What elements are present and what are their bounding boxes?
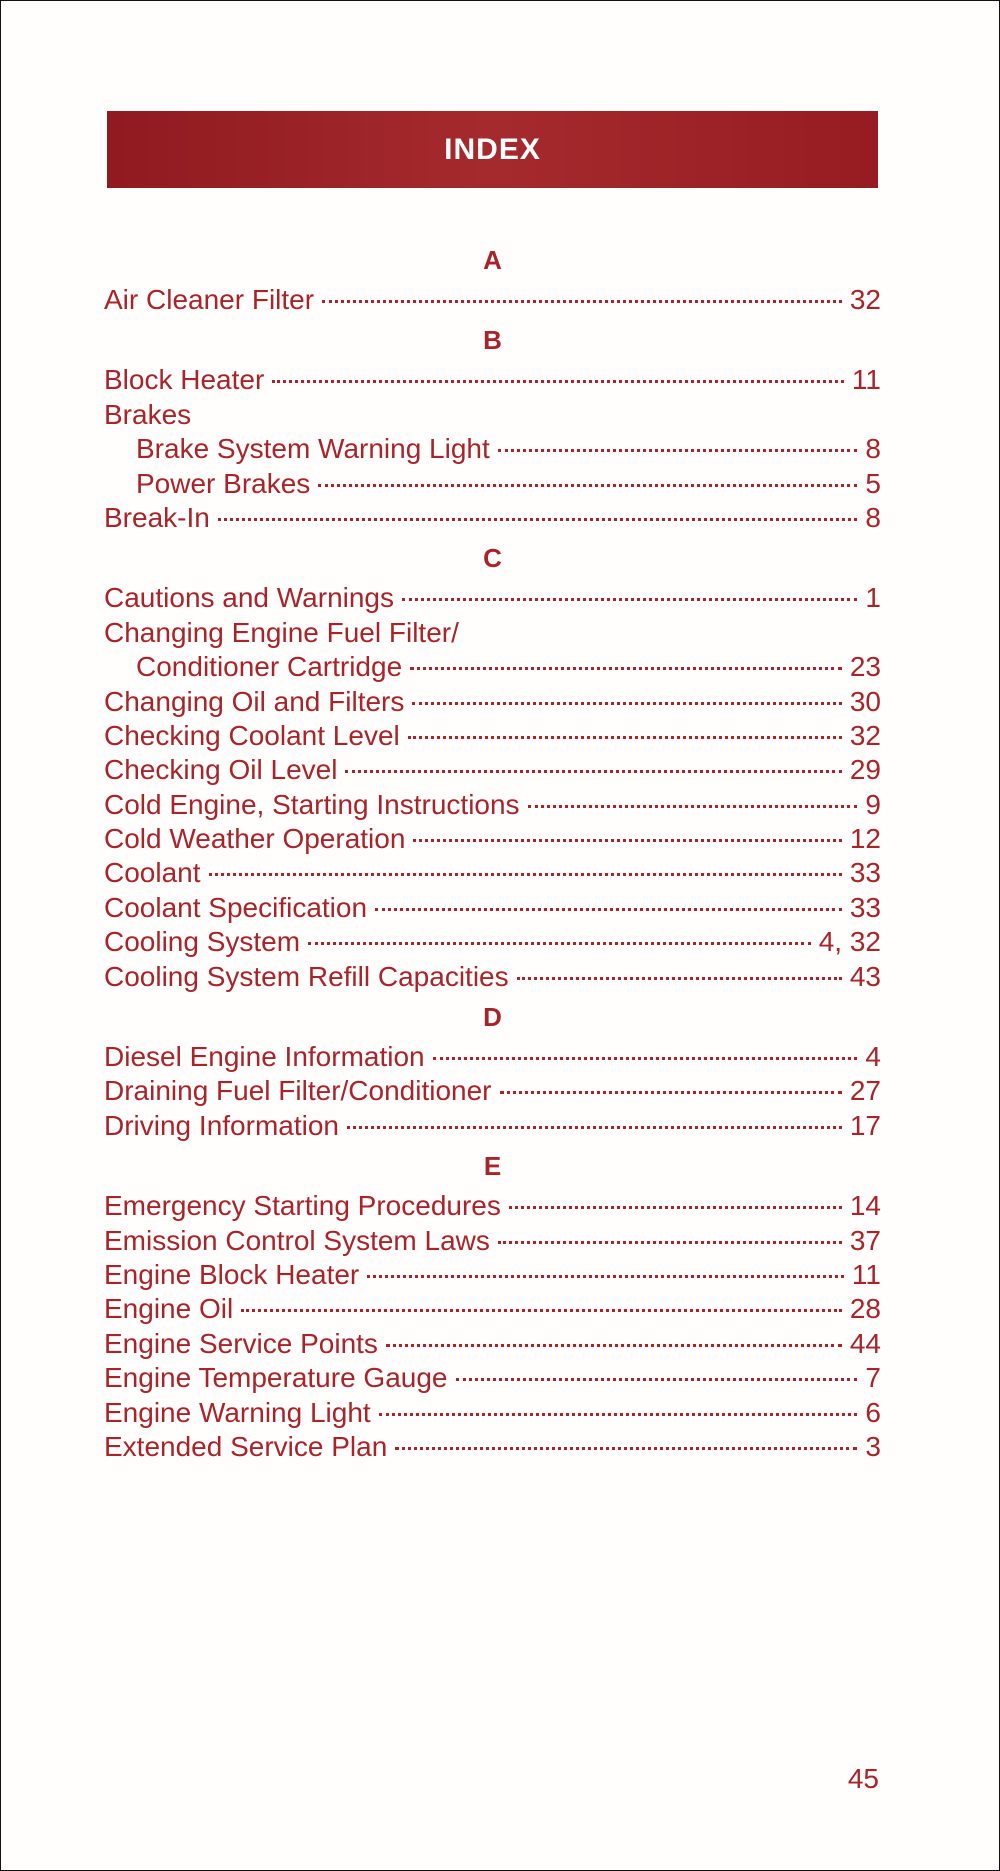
entry-label: Emission Control System Laws <box>104 1224 490 1256</box>
index-entry <box>104 960 881 994</box>
entry-label: Cooling System Refill Capacities <box>104 960 509 992</box>
entry-page-number: 9 <box>865 788 881 820</box>
entry-label: Engine Oil <box>104 1293 234 1325</box>
dot-leader <box>456 1378 858 1381</box>
index-entry <box>104 1396 881 1430</box>
entry-page-number: 3 <box>865 1430 881 1462</box>
index-entry <box>104 1361 881 1395</box>
section-letter: A <box>483 245 502 275</box>
dot-leader <box>410 667 842 670</box>
entry-page-number: 8 <box>865 433 881 465</box>
dot-leader <box>517 977 842 980</box>
dot-leader <box>347 1126 842 1129</box>
section-letter: C <box>483 543 502 574</box>
entry-page-number: 14 <box>849 1190 881 1222</box>
entry-label: Air Cleaner Filter <box>104 284 315 315</box>
entry-page-number: 28 <box>849 1293 881 1325</box>
index-entry <box>104 432 881 466</box>
entry-label: Cold Weather Operation <box>104 823 406 855</box>
entry-page-number: 33 <box>849 857 881 889</box>
entry-label: Cold Engine, Starting Instructions <box>104 788 520 820</box>
index-entry <box>104 1189 881 1223</box>
entry-label: Draining Fuel Filter/Conditioner <box>104 1075 492 1107</box>
dot-leader <box>412 702 841 705</box>
entry-label: Brake System Warning Light <box>136 433 490 465</box>
entry-label: Checking Oil Level <box>104 754 338 786</box>
index-entry <box>104 891 881 925</box>
index-entry <box>104 363 881 397</box>
entry-label: Diesel Engine Information <box>104 1041 425 1073</box>
entry-page-number: 44 <box>849 1327 881 1359</box>
dot-leader <box>509 1206 842 1209</box>
index-entry <box>104 1258 881 1292</box>
entry-label: Cooling System <box>104 926 301 958</box>
index-entry <box>104 398 881 432</box>
index-entry <box>104 616 881 650</box>
dot-leader <box>241 1309 842 1312</box>
dot-leader <box>218 518 858 521</box>
entry-page-number: 23 <box>849 651 881 683</box>
entry-label: Conditioner Cartridge <box>136 651 403 683</box>
entry-page-number: 32 <box>849 284 881 315</box>
entry-page-number: 29 <box>849 754 881 786</box>
dot-leader <box>408 736 842 739</box>
entry-page-number: 17 <box>849 1109 881 1141</box>
index-entry <box>104 719 881 753</box>
page-number: 45 <box>847 1763 879 1794</box>
index-entry <box>104 1327 881 1361</box>
index-entry <box>104 1224 881 1258</box>
entry-label: Break-In <box>104 501 210 533</box>
dot-leader <box>272 380 844 383</box>
dot-leader <box>395 1447 857 1450</box>
dot-leader <box>375 908 842 911</box>
index-entry <box>104 822 881 856</box>
index-entry <box>104 467 881 501</box>
dot-leader <box>308 942 811 945</box>
index-entry <box>104 1040 881 1074</box>
dot-leader <box>500 1091 842 1094</box>
entry-page-number: 7 <box>865 1362 881 1394</box>
index-entry <box>104 1074 881 1108</box>
entry-page-number: 27 <box>849 1075 881 1107</box>
entry-label: Changing Oil and Filters <box>104 685 405 717</box>
dot-leader <box>402 598 857 601</box>
index-entry <box>104 788 881 822</box>
entry-page-number: 11 <box>851 1258 881 1290</box>
section-letter: B <box>483 325 502 356</box>
entry-page-number: 11 <box>851 364 881 396</box>
entry-label: Engine Service Points <box>104 1327 378 1359</box>
index-list <box>104 237 881 1464</box>
index-entry <box>104 1109 881 1143</box>
entry-page-number: 30 <box>849 685 881 717</box>
entry-label: Driving Information <box>104 1109 339 1141</box>
index-banner <box>107 111 878 188</box>
index-entry <box>104 581 881 615</box>
entry-page-number: 4 <box>865 1041 881 1073</box>
entry-page-number: 43 <box>849 960 881 992</box>
dot-leader <box>209 873 842 876</box>
index-entry <box>104 856 881 890</box>
dot-leader <box>318 484 857 487</box>
entry-page-number: 32 <box>849 719 881 751</box>
entry-label: Power Brakes <box>136 467 311 499</box>
entry-page-number: 6 <box>865 1396 881 1428</box>
entry-label: Coolant Specification <box>104 891 368 923</box>
page-title: INDEX <box>444 132 541 166</box>
entry-label: Engine Block Heater <box>104 1258 360 1290</box>
section-letter: E <box>483 1151 502 1182</box>
index-entry <box>104 650 881 684</box>
entry-label: Changing Engine Fuel Filter/ <box>104 616 459 648</box>
dot-leader <box>379 1413 858 1416</box>
entry-label: Engine Temperature Gauge <box>104 1362 448 1394</box>
dot-leader <box>322 300 842 303</box>
entry-label: Cautions and Warnings <box>104 582 395 614</box>
entry-page-number: 37 <box>849 1224 881 1256</box>
entry-page-number: 33 <box>849 891 881 923</box>
entry-label: Engine Warning Light <box>104 1396 371 1428</box>
dot-leader <box>498 449 858 452</box>
dot-leader <box>433 1057 858 1060</box>
entry-page-number: 12 <box>849 823 881 855</box>
index-entry <box>104 1292 881 1326</box>
index-entry <box>104 925 881 959</box>
index-entry <box>104 685 881 719</box>
dot-leader <box>386 1344 842 1347</box>
section-letter: D <box>483 1002 502 1033</box>
dot-leader <box>345 770 841 773</box>
entry-page-number: 1 <box>865 582 881 614</box>
entry-page-number: 5 <box>865 467 881 499</box>
index-entry <box>104 753 881 787</box>
index-entry <box>104 1430 881 1464</box>
entry-label: Block Heater <box>104 364 265 396</box>
index-entry <box>104 501 881 535</box>
dot-leader <box>367 1275 844 1278</box>
entry-label: Coolant <box>104 857 201 889</box>
index-entry <box>104 283 881 317</box>
dot-leader <box>413 839 841 842</box>
entry-label: Checking Coolant Level <box>104 719 400 751</box>
entry-label: Brakes <box>104 398 192 430</box>
entry-page-number: 4, 32 <box>818 926 881 958</box>
dot-leader <box>528 805 858 808</box>
entry-label: Extended Service Plan <box>104 1430 388 1462</box>
dot-leader <box>498 1241 842 1244</box>
entry-label: Emergency Starting Procedures <box>104 1190 501 1222</box>
entry-page-number: 8 <box>865 501 881 533</box>
